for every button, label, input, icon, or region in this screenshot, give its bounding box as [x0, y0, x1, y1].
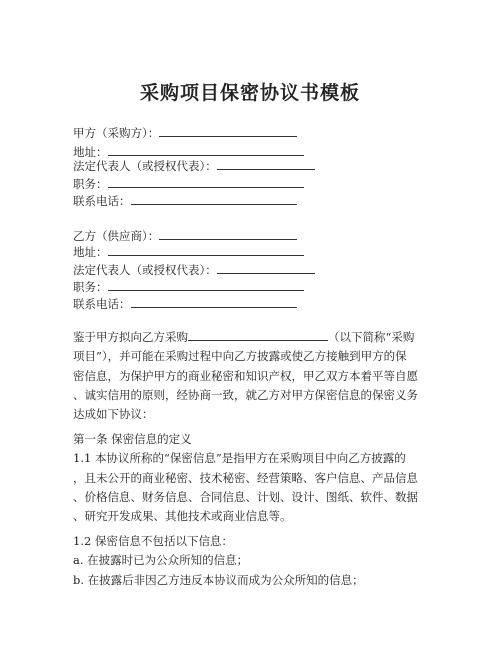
party-a-phone-blank[interactable]	[131, 193, 297, 205]
party-b-name-label: 乙方（供应商）：	[73, 229, 160, 243]
clause-1-2-heading: 1.2 保密信息不包括以下信息：	[73, 534, 233, 548]
party-b-address-field	[73, 244, 304, 259]
clause-1-1-line: 、价格信息、财务信息、合同信息、计划、设计、图纸、软件、数据	[73, 489, 418, 504]
preamble-line: 密信息，为保护甲方的商业秘密和知识产权，甲乙双方本着平等自愿	[73, 368, 418, 383]
party-b-address-blank[interactable]	[108, 244, 304, 256]
party-a-position-blank[interactable]	[108, 176, 304, 188]
party-b-position-field	[73, 279, 304, 294]
party-a-name-label: 甲方（采购方）：	[73, 126, 160, 140]
party-a-name-blank[interactable]	[159, 125, 297, 137]
party-b-name-field	[73, 228, 297, 243]
party-a-address-field	[73, 144, 304, 159]
article-1-heading: 第一条 保密信息的定义	[73, 432, 192, 446]
preamble-line: 、诚实信用的原则，经协商一致，就乙方对甲方保密信息的保密义务	[73, 387, 418, 402]
clause-1-2-item: b. 在披露后非因乙方违反本协议而成为公众所知的信息；	[73, 572, 364, 587]
party-a-rep-label: 法定代表人（或授权代表）：	[73, 159, 217, 173]
preamble-line: 达成如下协议：	[73, 407, 154, 422]
party-a-position-label: 职务：	[73, 177, 108, 191]
party-b-rep-blank[interactable]	[217, 262, 315, 274]
party-a-phone-label: 联系电话：	[73, 194, 131, 208]
clause-1-2-item: a. 在披露时已为公众所知的信息；	[73, 553, 249, 568]
preamble-first-line	[73, 328, 423, 347]
procurement-item-blank[interactable]	[188, 329, 328, 341]
party-a-rep-field	[73, 158, 315, 173]
page-title: 采购项目保密协议书模板	[139, 82, 360, 104]
party-a-phone-field	[73, 193, 297, 208]
party-b-address-label: 地址：	[73, 245, 108, 259]
party-b-rep-field	[73, 262, 315, 277]
party-b-rep-label: 法定代表人（或授权代表）：	[73, 263, 217, 277]
party-a-position-field	[73, 176, 304, 191]
party-a-name-field	[73, 125, 297, 140]
preamble-prefix: 鉴于甲方拟向乙方采购	[73, 330, 188, 344]
preamble-paragraph	[73, 328, 423, 424]
party-b-phone-blank[interactable]	[131, 296, 297, 308]
party-b-phone-label: 联系电话：	[73, 297, 131, 311]
preamble-line: 项目”），并可能在采购过程中向乙方披露或使乙方接触到甲方的保	[73, 349, 407, 364]
clause-1-1-line: 、研究开发成果、其他技术或商业信息等。	[73, 509, 292, 524]
clause-1-1-line: 1.1 本协议所称的“保密信息”是指甲方在采购项目中向乙方披露的	[73, 451, 406, 466]
party-b-phone-field	[73, 296, 297, 311]
preamble-suffix: （以下简称“采购	[328, 330, 415, 344]
party-a-address-blank[interactable]	[108, 144, 304, 156]
clause-1-1-line: ，且未公开的商业秘密、技术秘密、经营策略、客户信息、产品信息	[73, 470, 418, 485]
party-a-rep-blank[interactable]	[217, 158, 315, 170]
party-a-address-label: 地址：	[73, 145, 108, 159]
article-1	[73, 430, 423, 526]
party-b-position-blank[interactable]	[108, 279, 304, 291]
party-b-name-blank[interactable]	[159, 228, 297, 240]
clause-1-2	[73, 532, 423, 590]
party-b-position-label: 职务：	[73, 280, 108, 294]
